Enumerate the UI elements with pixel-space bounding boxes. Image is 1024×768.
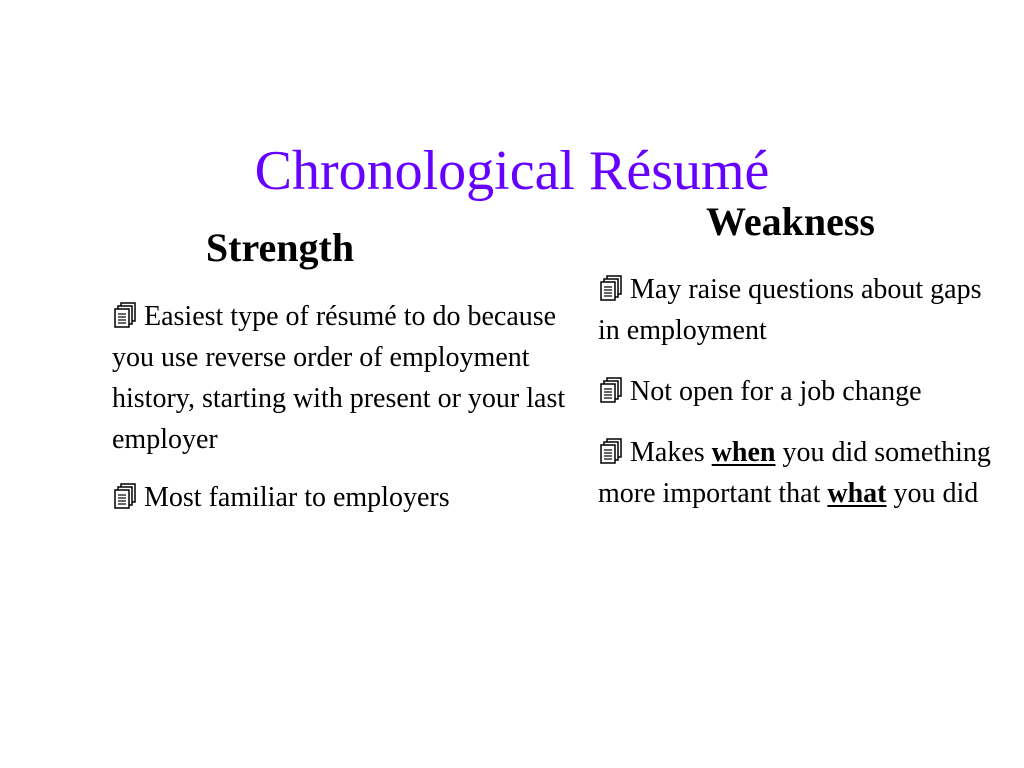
strength-list xyxy=(112,296,572,518)
list-item xyxy=(112,296,572,460)
document-stack-icon xyxy=(112,302,138,328)
weakness-heading: Weakness xyxy=(706,199,875,244)
emphasis-what: what xyxy=(827,478,887,509)
bullet-text-part: you did something more important that xyxy=(598,437,991,509)
bullet-text-part: you did xyxy=(893,478,979,509)
weakness-list xyxy=(598,269,993,514)
document-stack-icon xyxy=(598,377,624,403)
list-item xyxy=(598,371,993,412)
weakness-column xyxy=(598,196,993,534)
list-item xyxy=(598,269,993,351)
document-stack-icon xyxy=(598,275,624,301)
bullet-text: May raise questions about gaps in employment xyxy=(598,274,982,346)
bullet-text-part: Makes xyxy=(630,437,705,468)
bullet-text: Not open for a job change xyxy=(630,376,922,407)
list-item xyxy=(598,432,993,514)
strength-column xyxy=(112,222,572,535)
strength-heading: Strength xyxy=(205,225,355,270)
page-title: Chronological Résumé xyxy=(254,139,770,202)
list-item xyxy=(112,477,572,518)
emphasis-when: when xyxy=(711,437,776,468)
bullet-text: Most familiar to employers xyxy=(144,482,450,513)
bullet-text: Easiest type of résumé to do because you use reverse order of employment history, starting with present or your last employer xyxy=(112,301,566,455)
document-stack-icon xyxy=(598,438,624,464)
document-stack-icon xyxy=(112,483,138,509)
